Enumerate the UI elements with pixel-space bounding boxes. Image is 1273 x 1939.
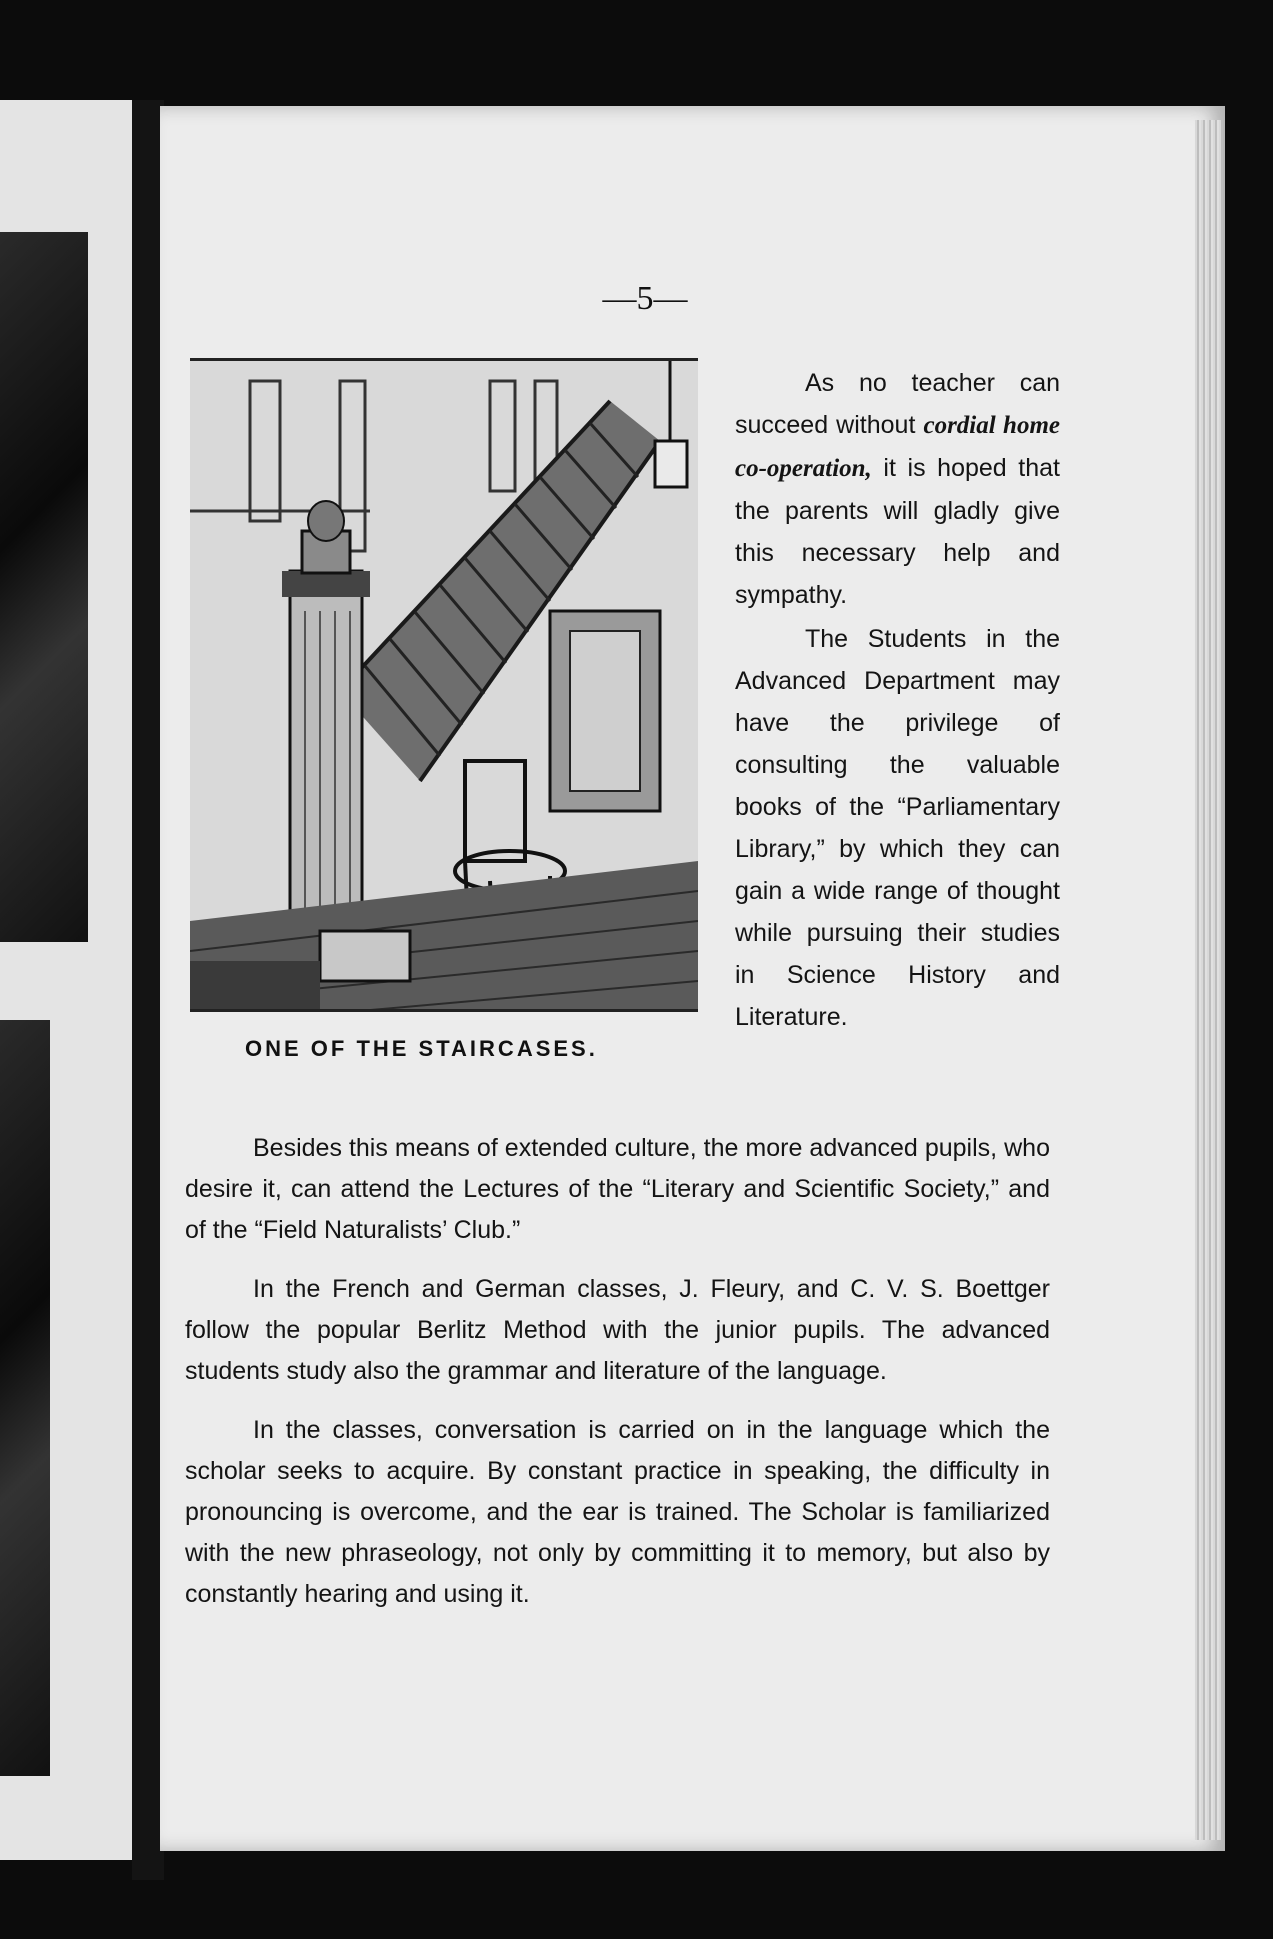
left-page-fragment	[0, 100, 132, 1860]
page-number: —5—	[602, 280, 688, 317]
p1-emphasis: cordial home co-operation,	[735, 412, 1061, 482]
paragraph-language-classes: In the French and German classes, J. Fleury, and C. V. S. Boettger follow the popular Berlitz Method with the junior pupils. The advanced students study also the grammar and literature of the language.	[185, 1275, 1050, 1385]
left-photo-bottom	[0, 1020, 50, 1776]
page-edge	[1195, 120, 1223, 1840]
paragraph-extended-culture: Besides this means of extended culture, the more advanced pupils, who desire it, can attend the Lectures of the “Literary and Scientific Society,” and of the “Field Naturalists’ Club.”	[185, 1134, 1050, 1244]
staircase-illustration	[190, 358, 698, 1012]
p1-text-after: it is hoped that the parents will gladly give this necessary help and sympathy.	[735, 454, 1060, 609]
left-photo-top	[0, 232, 88, 942]
paragraph-conversation: In the classes, conversation is carried on in the language which the scholar seeks to acquire. By constant practice in speaking, the difficulty in pronouncing is overcome, and the ear is trained. The Scholar is familiarized with the new phraseology, not only by committing it to memory, but also by constantly hearing and using it.	[185, 1416, 1050, 1608]
body-text	[185, 1128, 1050, 1633]
side-column-text	[735, 362, 1060, 1038]
figure-caption: ONE OF THE STAIRCASES.	[245, 1036, 598, 1061]
paragraph-home-cooperation	[735, 362, 1060, 616]
p1-text-before: As no teacher can succeed without	[735, 369, 1060, 439]
paragraph-parliamentary-library: The Students in the Advanced Department may have the privilege of consulting the valuable books of the “Parliamentary Library,” by which they can gain a wide range of thought while pursuing their studies in Science History and Literature.	[735, 625, 1060, 1031]
